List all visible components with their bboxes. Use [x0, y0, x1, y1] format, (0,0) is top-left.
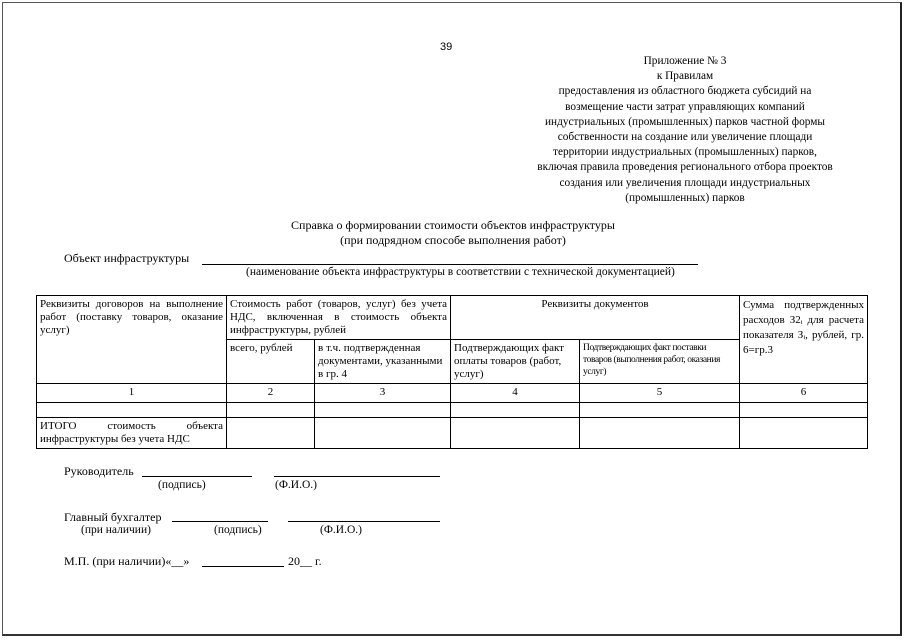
total-label: ИТОГО стоимость объекта инфраструктуры без учета НДС	[37, 418, 227, 449]
header-sum: Сумма подтвержденных расходов З2ᵢ для расчета показателя Зᵢ, рублей, гр. 6=гр.3	[740, 296, 868, 384]
total-cell[interactable]	[451, 418, 580, 449]
head-signature-caption: (подпись)	[158, 479, 206, 491]
year-text: 20__ г.	[288, 554, 322, 568]
page-number: 39	[440, 41, 453, 53]
table-cell[interactable]	[451, 403, 580, 418]
head-fio-caption: (Ф.И.О.)	[275, 479, 317, 491]
appendix-line: предоставления из областного бюджета субсидий на	[558, 85, 812, 98]
accountant-fio-field[interactable]	[288, 521, 440, 522]
column-number: 2	[227, 384, 315, 403]
subheader-confirmed: в т.ч. подтвержденная документами, указанными в гр. 4	[315, 340, 451, 384]
head-signature-field[interactable]	[142, 476, 252, 477]
accountant-if-any: (при наличии)	[81, 524, 151, 536]
subheader-delivery: Подтверждающих факт поставки товаров (выполнения работ, оказания услуг)	[580, 340, 740, 384]
table-cell[interactable]	[37, 403, 227, 418]
total-cell[interactable]	[315, 418, 451, 449]
object-label: Объект инфраструктуры	[64, 251, 190, 265]
accountant-signature-field[interactable]	[172, 521, 268, 522]
appendix-header	[500, 54, 870, 206]
subheader-payment: Подтверждающих факт оплаты товаров (работ, услуг)	[451, 340, 580, 384]
table-header-row	[37, 296, 868, 340]
total-cell[interactable]	[580, 418, 740, 449]
appendix-line: (промышленных) парков	[625, 191, 745, 204]
head-fio-field[interactable]	[274, 476, 440, 477]
accountant-label: Главный бухгалтер	[64, 510, 162, 524]
column-number: 3	[315, 384, 451, 403]
head-label: Руководитель	[64, 464, 134, 478]
table-cell[interactable]	[227, 403, 315, 418]
header-documents: Реквизиты документов	[451, 296, 740, 340]
column-number: 5	[580, 384, 740, 403]
total-cell[interactable]	[740, 418, 868, 449]
column-numbers-row	[37, 384, 868, 403]
table-cell[interactable]	[740, 403, 868, 418]
stamp-date-prefix: М.П. (при наличии)«__»	[64, 554, 190, 568]
title-line-1: Справка о формировании стоимости объектов инфраструктуры	[291, 218, 615, 232]
column-number: 4	[451, 384, 580, 403]
total-row	[37, 418, 868, 449]
subheader-total: всего, рублей	[227, 340, 315, 384]
appendix-line: индустриальных (промышленных) парков частной формы	[544, 115, 825, 128]
appendix-line: к Правилам	[656, 70, 714, 83]
object-name-field[interactable]	[202, 264, 698, 265]
table-cell[interactable]	[580, 403, 740, 418]
appendix-line: территории индустриальных (промышленных) парков,	[553, 146, 817, 159]
accountant-fio-caption: (Ф.И.О.)	[320, 524, 362, 536]
date-field[interactable]	[202, 566, 284, 567]
accountant-signature-caption: (подпись)	[214, 524, 262, 536]
title-line-2: (при подрядном способе выполнения работ)	[340, 233, 566, 247]
document-title	[180, 218, 726, 248]
appendix-line: собственности на создание или увеличение площади	[557, 131, 813, 144]
appendix-line: Приложение № 3	[643, 55, 727, 67]
column-number: 6	[740, 384, 868, 403]
total-cell[interactable]	[227, 418, 315, 449]
appendix-line: включая правила проведения регионального отбора проектов	[537, 161, 833, 174]
cost-table	[36, 295, 868, 449]
appendix-line: возмещение части затрат управляющих компаний	[565, 100, 805, 113]
appendix-line: создания или увеличения площади индустриальных	[559, 176, 811, 189]
object-caption: (наименование объекта инфраструктуры в соответствии с технической документацией)	[246, 266, 675, 278]
column-number: 1	[37, 384, 227, 403]
table-cell[interactable]	[315, 403, 451, 418]
header-contracts: Реквизиты договоров на выполнение работ (поставку товаров, оказание услуг)	[37, 296, 227, 384]
header-cost: Стоимость работ (товаров, услуг) без учета НДС, включенная в стоимость объекта инфраструктуры, рублей	[227, 296, 451, 340]
table-row	[37, 403, 868, 418]
